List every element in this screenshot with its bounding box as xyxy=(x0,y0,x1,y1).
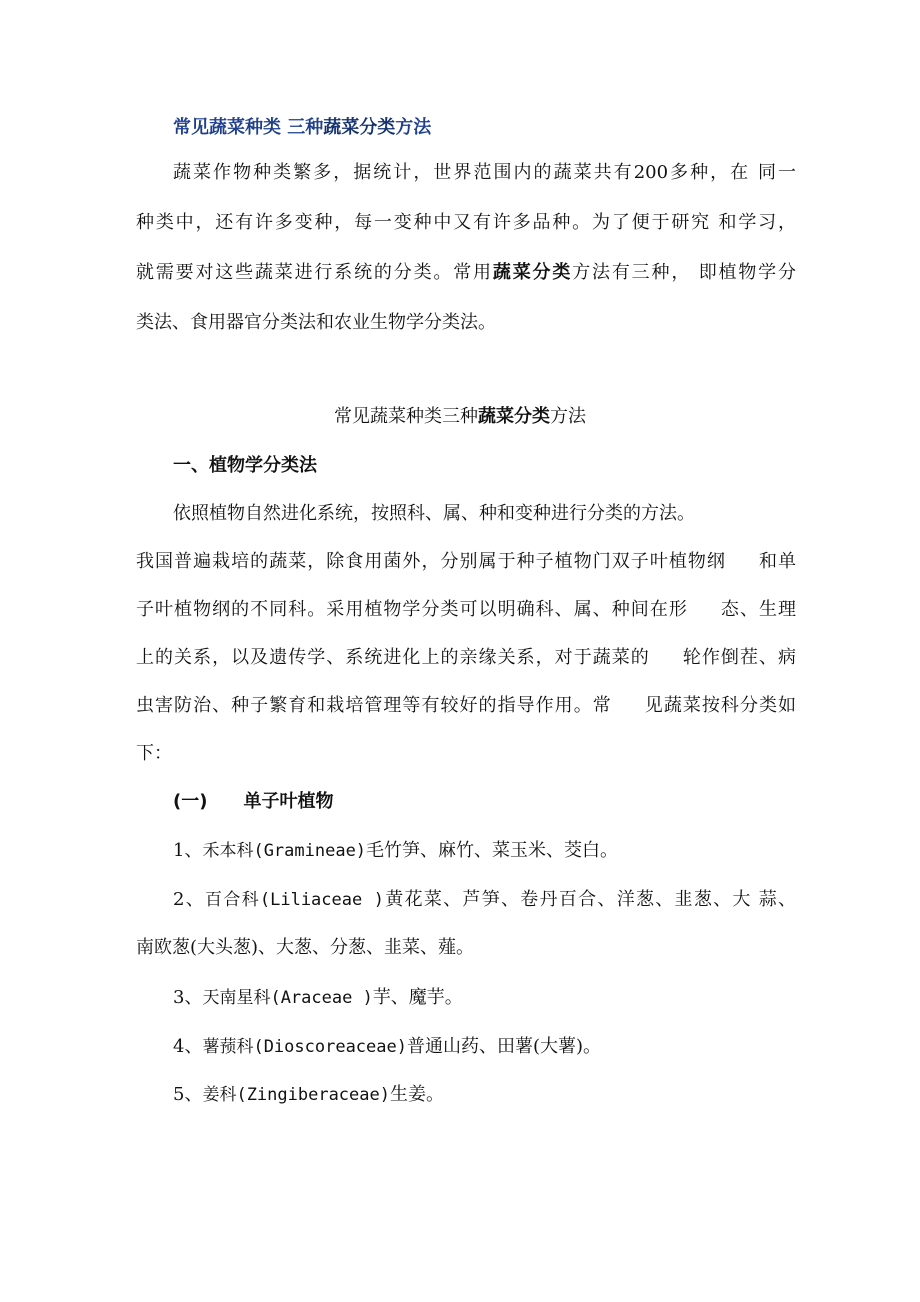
section-paragraph-2-line-5: 下： xyxy=(136,743,172,764)
item-family: 百合科(Liliaceae ) xyxy=(205,890,384,910)
section-paragraph-2-line-1 xyxy=(136,550,796,574)
section-paragraph-1: 依照植物自然进化系统，按照科、属、种和变种进行分类的方法。 xyxy=(173,503,695,524)
list-item-3 xyxy=(173,986,796,1010)
p2-l3b: 轮作倒茬、病 xyxy=(681,647,797,668)
top-title-part3: 方法 xyxy=(395,117,432,138)
item-plants: 黄花菜、芦笋、卷丹百合、洋葱、韭葱、大 蒜、 xyxy=(384,889,796,910)
section-paragraph-2-line-2 xyxy=(136,598,796,622)
center-title-part3: 方法 xyxy=(550,406,586,427)
intro-line-4: 类法、食用器官分类法和农业生物学分类法。 xyxy=(136,312,496,333)
p2-l4a: 虫害防治、种子繁育和栽培管理等有较好的指导作用。常 xyxy=(136,695,612,716)
intro-line-3c: 方法有三种， 即植物学分 xyxy=(572,262,796,283)
subsection-heading xyxy=(173,790,796,814)
item-plants: 普通山药、田薯(大薯)。 xyxy=(406,1036,602,1057)
item-number: 5、 xyxy=(173,1084,203,1105)
center-title-part1: 常见蔬菜种类三种 xyxy=(334,406,478,427)
center-title-part2: 蔬菜分类 xyxy=(478,406,550,427)
intro-line-3-bold: 蔬菜分类 xyxy=(492,262,573,283)
item-number: 4、 xyxy=(173,1036,203,1057)
subsection-marker: (一) xyxy=(173,791,208,812)
center-title xyxy=(0,405,920,429)
p2-l1a: 我国普遍栽培的蔬菜，除食用菌外，分别属于种子植物门双子叶植物纲 xyxy=(136,551,726,572)
item-family: 薯蓣科(Dioscoreaceae) xyxy=(202,1037,407,1057)
item-plants: 芋、魔芋。 xyxy=(372,987,463,1008)
item-family: 姜科(Zingiberaceae) xyxy=(202,1085,390,1105)
p2-l2b: 态、生理 xyxy=(719,599,797,620)
list-item-5 xyxy=(173,1083,796,1107)
list-item-2-continued: 南欧葱(大头葱)、大葱、分葱、韭菜、薤。 xyxy=(136,937,475,958)
item-plants: 生姜。 xyxy=(389,1084,444,1105)
intro-line-3 xyxy=(136,261,796,285)
intro-line-1: 蔬菜作物种类繁多，据统计，世界范围内的蔬菜共有200多种，在 同一 xyxy=(173,162,796,183)
p2-l4b: 见蔬菜按科分类如 xyxy=(643,695,797,716)
item-family: 天南星科(Araceae ) xyxy=(202,988,373,1008)
item-plants: 毛竹笋、麻竹、菜玉米、茭白。 xyxy=(366,840,619,861)
item-number: 3、 xyxy=(173,987,203,1008)
intro-line-3a: 就需要对这些蔬菜进行系统的分类。常用 xyxy=(136,262,493,283)
top-title xyxy=(173,116,796,140)
section-heading: 一、植物学分类法 xyxy=(173,455,317,476)
top-title-part1: 常见蔬菜种类 三种 xyxy=(173,117,324,138)
list-item-4 xyxy=(173,1035,796,1059)
section-paragraph-2-line-4 xyxy=(136,694,796,718)
p2-l1b: 和单 xyxy=(757,551,796,572)
section-paragraph-2-line-3 xyxy=(136,646,796,670)
item-family: 禾本科(Gramineae) xyxy=(202,841,367,861)
p2-l3a: 上的关系，以及遗传学、系统进化上的亲缘关系，对于蔬菜的 xyxy=(136,647,650,668)
subsection-title: 单子叶植物 xyxy=(243,791,334,812)
item-number: 2、 xyxy=(173,889,206,910)
top-title-part2: 蔬菜分类 xyxy=(323,117,396,138)
intro-line-2: 种类中，还有许多变种，每一变种中又有许多品种。为了便于研究 和学习， xyxy=(136,212,796,233)
item-number: 1、 xyxy=(173,840,203,861)
p2-l2a: 子叶植物纲的不同科。采用植物学分类可以明确科、属、种间在形 xyxy=(136,599,688,620)
list-item-1 xyxy=(173,839,796,863)
list-item-2 xyxy=(173,888,796,912)
